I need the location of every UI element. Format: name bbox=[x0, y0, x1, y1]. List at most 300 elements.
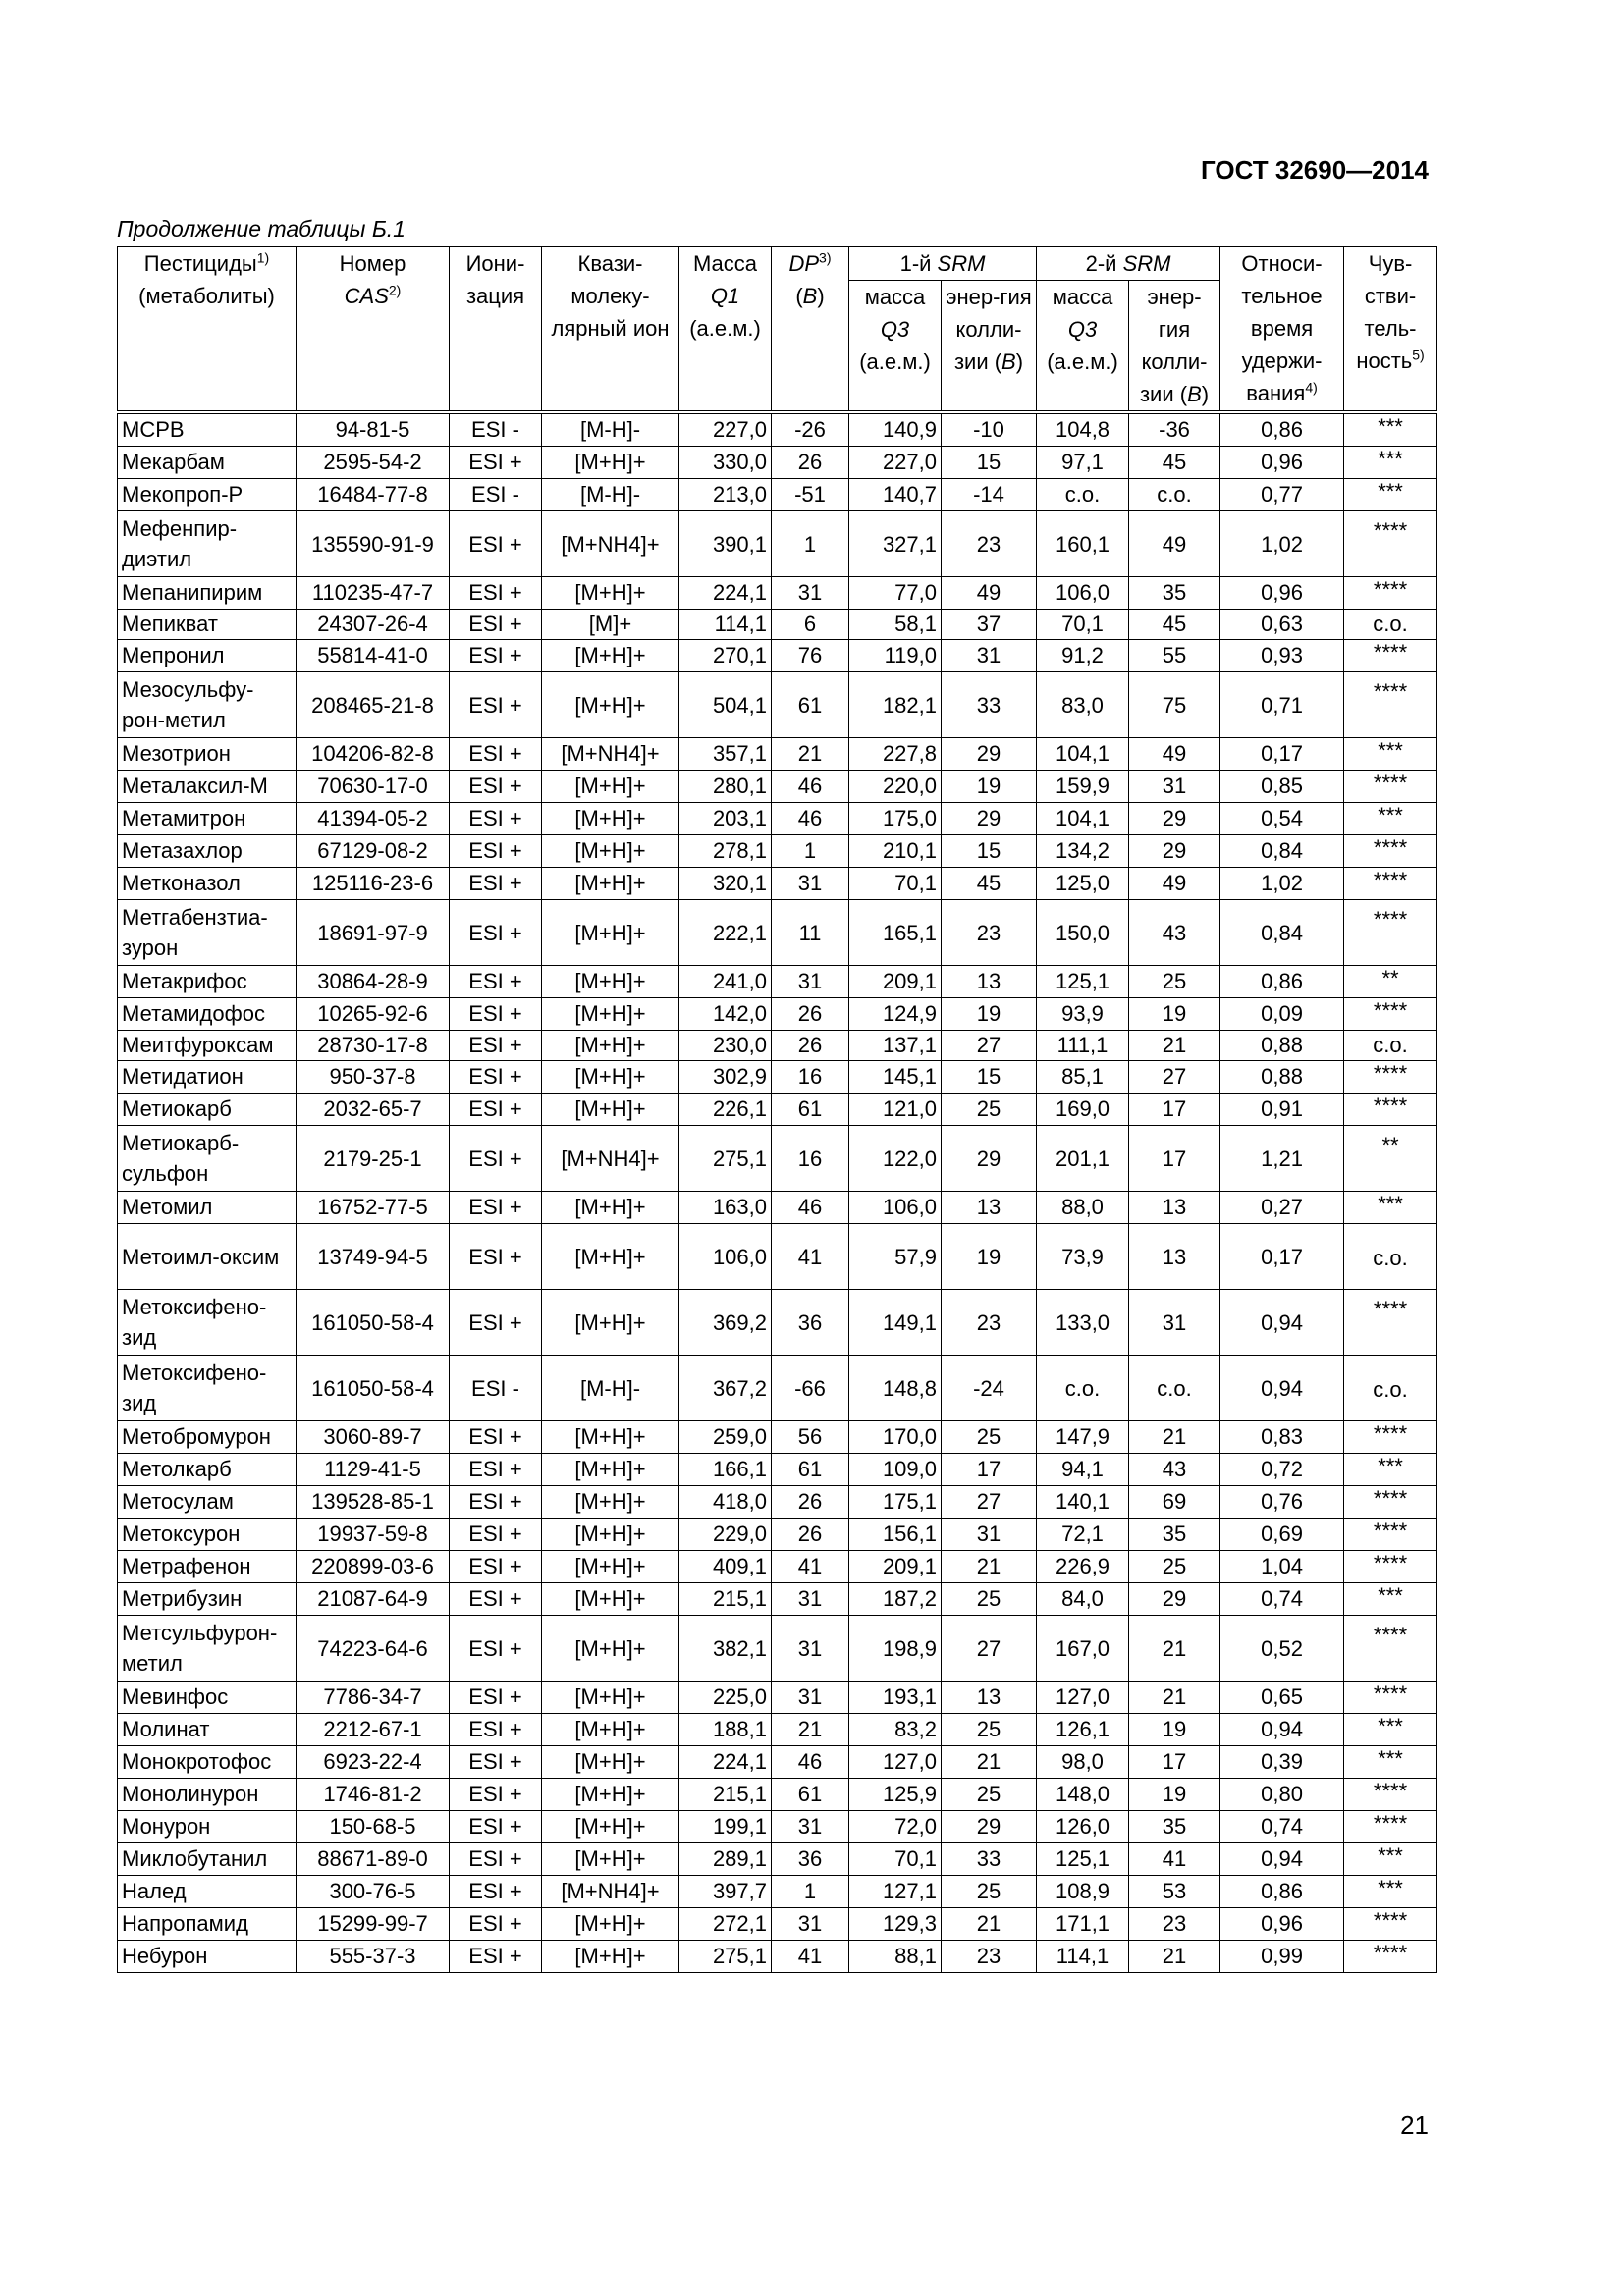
cell-srm2-mass: 134,2 bbox=[1037, 835, 1129, 868]
cell-cas: 30864-28-9 bbox=[297, 966, 450, 998]
cell-cas: 10265-92-6 bbox=[297, 998, 450, 1031]
cell-dp: 31 bbox=[772, 1616, 849, 1682]
cell-ion: [M+H]+ bbox=[542, 447, 679, 479]
cell-cas: 70630-17-0 bbox=[297, 771, 450, 803]
cell-q1: 367,2 bbox=[679, 1356, 772, 1421]
cell-dp: 16 bbox=[772, 1126, 849, 1192]
cell-srm1-energy: 33 bbox=[942, 1843, 1037, 1876]
cell-ion: [M+H]+ bbox=[542, 835, 679, 868]
cell-dp: 26 bbox=[772, 447, 849, 479]
cell-srm2-energy: 27 bbox=[1129, 1061, 1220, 1094]
cell-srm1-mass: 140,9 bbox=[849, 412, 942, 447]
cell-retention-time: 0,86 bbox=[1220, 1876, 1344, 1908]
cell-pesticide: Метконазол bbox=[118, 868, 297, 900]
table-row bbox=[118, 640, 1437, 672]
cell-ion: [M+H]+ bbox=[542, 1779, 679, 1811]
cell-srm1-mass: 122,0 bbox=[849, 1126, 942, 1192]
cell-pesticide: Налед bbox=[118, 1876, 297, 1908]
cell-ion: [M+H]+ bbox=[542, 868, 679, 900]
cell-sensitivity: **** bbox=[1344, 511, 1437, 577]
cell-ionization: ESI + bbox=[450, 1908, 542, 1941]
cell-srm2-energy: 21 bbox=[1129, 1941, 1220, 1973]
cell-retention-time: 0,80 bbox=[1220, 1779, 1344, 1811]
cell-sensitivity: *** bbox=[1344, 1843, 1437, 1876]
cell-dp: 31 bbox=[772, 1682, 849, 1714]
cell-retention-time: 0,96 bbox=[1220, 1908, 1344, 1941]
cell-ionization: ESI + bbox=[450, 803, 542, 835]
cell-pesticide: Метомил bbox=[118, 1192, 297, 1224]
cell-pesticide: Мекарбам bbox=[118, 447, 297, 479]
cell-srm2-mass: 94,1 bbox=[1037, 1454, 1129, 1486]
cell-srm2-mass: 97,1 bbox=[1037, 447, 1129, 479]
cell-retention-time: 0,91 bbox=[1220, 1094, 1344, 1126]
cell-ionization: ESI + bbox=[450, 1290, 542, 1356]
cell-ion: [M+NH4]+ bbox=[542, 1126, 679, 1192]
cell-q1: 320,1 bbox=[679, 868, 772, 900]
cell-dp: 31 bbox=[772, 1811, 849, 1843]
cell-sensitivity: **** bbox=[1344, 835, 1437, 868]
cell-srm2-energy: 17 bbox=[1129, 1126, 1220, 1192]
cell-retention-time: 0,96 bbox=[1220, 577, 1344, 610]
cell-q1: 215,1 bbox=[679, 1583, 772, 1616]
cell-retention-time: 0,88 bbox=[1220, 1061, 1344, 1094]
table-row bbox=[118, 900, 1437, 966]
cell-cas: 125116-23-6 bbox=[297, 868, 450, 900]
cell-ionization: ESI + bbox=[450, 1583, 542, 1616]
table-row bbox=[118, 1551, 1437, 1583]
cell-ion: [M+H]+ bbox=[542, 1714, 679, 1746]
cell-srm1-energy: -14 bbox=[942, 479, 1037, 511]
table-row bbox=[118, 1876, 1437, 1908]
cell-sensitivity: **** bbox=[1344, 1616, 1437, 1682]
cell-srm2-mass: 111,1 bbox=[1037, 1031, 1129, 1061]
cell-pesticide: Метобромурон bbox=[118, 1421, 297, 1454]
cell-cas: 135590-91-9 bbox=[297, 511, 450, 577]
cell-retention-time: 0,86 bbox=[1220, 966, 1344, 998]
cell-retention-time: 0,84 bbox=[1220, 835, 1344, 868]
cell-dp: 1 bbox=[772, 511, 849, 577]
cell-q1: 224,1 bbox=[679, 1746, 772, 1779]
cell-ionization: ESI - bbox=[450, 479, 542, 511]
cell-srm1-energy: 19 bbox=[942, 771, 1037, 803]
col-dp: DP$^{3)}$ (В) bbox=[772, 247, 849, 413]
cell-retention-time: 0,71 bbox=[1220, 672, 1344, 738]
cell-srm1-mass: 72,0 bbox=[849, 1811, 942, 1843]
page-number: 21 bbox=[1400, 2110, 1429, 2140]
cell-ionization: ESI + bbox=[450, 1454, 542, 1486]
cell-q1: 270,1 bbox=[679, 640, 772, 672]
cell-ion: [M+H]+ bbox=[542, 1290, 679, 1356]
col-srm2: 2-й SRM bbox=[1037, 247, 1220, 281]
cell-retention-time: 0,65 bbox=[1220, 1682, 1344, 1714]
cell-srm2-energy: 17 bbox=[1129, 1746, 1220, 1779]
cell-srm1-mass: 182,1 bbox=[849, 672, 942, 738]
cell-q1: 272,1 bbox=[679, 1908, 772, 1941]
cell-ionization: ESI + bbox=[450, 1876, 542, 1908]
cell-srm1-energy: 17 bbox=[942, 1454, 1037, 1486]
table-row bbox=[118, 1714, 1437, 1746]
cell-cas: 208465-21-8 bbox=[297, 672, 450, 738]
cell-srm1-mass: 165,1 bbox=[849, 900, 942, 966]
cell-sensitivity: **** bbox=[1344, 1486, 1437, 1519]
table-row bbox=[118, 447, 1437, 479]
cell-srm2-mass: 93,9 bbox=[1037, 998, 1129, 1031]
table-row bbox=[118, 1192, 1437, 1224]
cell-dp: 36 bbox=[772, 1843, 849, 1876]
cell-cas: 55814-41-0 bbox=[297, 640, 450, 672]
cell-cas: 41394-05-2 bbox=[297, 803, 450, 835]
cell-srm1-energy: 21 bbox=[942, 1908, 1037, 1941]
table-row bbox=[118, 1811, 1437, 1843]
cell-q1: 390,1 bbox=[679, 511, 772, 577]
cell-retention-time: 0,88 bbox=[1220, 1031, 1344, 1061]
cell-q1: 166,1 bbox=[679, 1454, 772, 1486]
cell-pesticide: Метиокарб bbox=[118, 1094, 297, 1126]
col-pesticide: Пестициды$^{1)}$ (метаболиты) bbox=[118, 247, 297, 413]
col-ionization: Иони-зация bbox=[450, 247, 542, 413]
cell-dp: 61 bbox=[772, 1779, 849, 1811]
cell-sensitivity: *** bbox=[1344, 1746, 1437, 1779]
cell-dp: 61 bbox=[772, 672, 849, 738]
cell-pesticide: Мезосульфу-рон-метил bbox=[118, 672, 297, 738]
cell-cas: 88671-89-0 bbox=[297, 1843, 450, 1876]
cell-srm1-mass: 137,1 bbox=[849, 1031, 942, 1061]
cell-retention-time: 1,21 bbox=[1220, 1126, 1344, 1192]
col-q1: Масса Q1 (а.е.м.) bbox=[679, 247, 772, 413]
cell-q1: 142,0 bbox=[679, 998, 772, 1031]
cell-dp: -66 bbox=[772, 1356, 849, 1421]
cell-ion: [M+H]+ bbox=[542, 966, 679, 998]
cell-sensitivity: **** bbox=[1344, 1094, 1437, 1126]
cell-q1: 357,1 bbox=[679, 738, 772, 771]
cell-ion: [M+H]+ bbox=[542, 1192, 679, 1224]
cell-srm2-energy: 35 bbox=[1129, 1519, 1220, 1551]
cell-dp: 61 bbox=[772, 1094, 849, 1126]
col-srm1-mass: масса Q3 (а.е.м.) bbox=[849, 281, 942, 413]
col-cas: Номер CAS$^{2)}$ bbox=[297, 247, 450, 413]
cell-retention-time: 0,72 bbox=[1220, 1454, 1344, 1486]
cell-dp: 31 bbox=[772, 868, 849, 900]
table-row bbox=[118, 771, 1437, 803]
cell-srm1-mass: 127,0 bbox=[849, 1746, 942, 1779]
cell-srm2-energy: 53 bbox=[1129, 1876, 1220, 1908]
cell-retention-time: 0,96 bbox=[1220, 447, 1344, 479]
cell-srm2-mass: 147,9 bbox=[1037, 1421, 1129, 1454]
cell-srm1-mass: 83,2 bbox=[849, 1714, 942, 1746]
cell-cas: 7786-34-7 bbox=[297, 1682, 450, 1714]
cell-srm2-mass: 167,0 bbox=[1037, 1616, 1129, 1682]
cell-retention-time: 1,02 bbox=[1220, 511, 1344, 577]
cell-srm1-energy: 15 bbox=[942, 1061, 1037, 1094]
cell-dp: 31 bbox=[772, 577, 849, 610]
col-retention-time: Относи-тельное время удержи-вания$^{4)}$ bbox=[1220, 247, 1344, 413]
cell-sensitivity: *** bbox=[1344, 1714, 1437, 1746]
table-row bbox=[118, 1290, 1437, 1356]
cell-retention-time: 0,39 bbox=[1220, 1746, 1344, 1779]
cell-cas: 110235-47-7 bbox=[297, 577, 450, 610]
cell-q1: 330,0 bbox=[679, 447, 772, 479]
cell-cas: 74223-64-6 bbox=[297, 1616, 450, 1682]
cell-retention-time: 0,74 bbox=[1220, 1583, 1344, 1616]
cell-ionization: ESI - bbox=[450, 412, 542, 447]
cell-ion: [M+H]+ bbox=[542, 1094, 679, 1126]
cell-q1: 226,1 bbox=[679, 1094, 772, 1126]
col-srm1-energy: энер-гия колли-зии (В) bbox=[942, 281, 1037, 413]
cell-pesticide: Метидатион bbox=[118, 1061, 297, 1094]
cell-dp: 76 bbox=[772, 640, 849, 672]
table-row bbox=[118, 511, 1437, 577]
cell-retention-time: 0,94 bbox=[1220, 1714, 1344, 1746]
cell-srm1-mass: 127,1 bbox=[849, 1876, 942, 1908]
cell-retention-time: 0,17 bbox=[1220, 738, 1344, 771]
cell-ionization: ESI + bbox=[450, 1779, 542, 1811]
table-row bbox=[118, 1779, 1437, 1811]
cell-retention-time: 0,76 bbox=[1220, 1486, 1344, 1519]
table-row bbox=[118, 1908, 1437, 1941]
cell-pesticide: Метоксифено-зид bbox=[118, 1356, 297, 1421]
cell-srm1-energy: 15 bbox=[942, 835, 1037, 868]
cell-srm1-energy: 25 bbox=[942, 1714, 1037, 1746]
cell-retention-time: 0,85 bbox=[1220, 771, 1344, 803]
cell-srm1-mass: 129,3 bbox=[849, 1908, 942, 1941]
cell-sensitivity: *** bbox=[1344, 803, 1437, 835]
cell-srm2-mass: 114,1 bbox=[1037, 1941, 1129, 1973]
cell-dp: 26 bbox=[772, 1519, 849, 1551]
cell-dp: 46 bbox=[772, 803, 849, 835]
cell-ionization: ESI + bbox=[450, 1061, 542, 1094]
table-row bbox=[118, 1031, 1437, 1061]
cell-srm1-energy: 27 bbox=[942, 1616, 1037, 1682]
cell-pesticide: Монокротофос bbox=[118, 1746, 297, 1779]
cell-pesticide: Метазахлор bbox=[118, 835, 297, 868]
table-row bbox=[118, 479, 1437, 511]
cell-cas: 21087-64-9 bbox=[297, 1583, 450, 1616]
cell-cas: 161050-58-4 bbox=[297, 1356, 450, 1421]
cell-srm2-mass: 160,1 bbox=[1037, 511, 1129, 577]
cell-srm1-energy: 25 bbox=[942, 1421, 1037, 1454]
cell-srm1-energy: 29 bbox=[942, 1126, 1037, 1192]
cell-srm2-mass: 133,0 bbox=[1037, 1290, 1129, 1356]
cell-retention-time: 0,83 bbox=[1220, 1421, 1344, 1454]
cell-srm2-mass: 91,2 bbox=[1037, 640, 1129, 672]
cell-cas: 139528-85-1 bbox=[297, 1486, 450, 1519]
cell-srm1-energy: 25 bbox=[942, 1094, 1037, 1126]
cell-srm2-mass: 125,0 bbox=[1037, 868, 1129, 900]
cell-srm2-energy: 29 bbox=[1129, 835, 1220, 868]
cell-pesticide: Миклобутанил bbox=[118, 1843, 297, 1876]
table-row bbox=[118, 1061, 1437, 1094]
cell-ionization: ESI + bbox=[450, 1551, 542, 1583]
cell-q1: 275,1 bbox=[679, 1941, 772, 1973]
cell-ionization: ESI + bbox=[450, 447, 542, 479]
cell-srm2-energy: 21 bbox=[1129, 1421, 1220, 1454]
cell-sensitivity: **** bbox=[1344, 1290, 1437, 1356]
cell-dp: 31 bbox=[772, 1908, 849, 1941]
cell-q1: 230,0 bbox=[679, 1031, 772, 1061]
pesticide-table bbox=[117, 246, 1437, 1973]
cell-q1: 215,1 bbox=[679, 1779, 772, 1811]
cell-srm1-mass: 327,1 bbox=[849, 511, 942, 577]
cell-sensitivity: **** bbox=[1344, 771, 1437, 803]
cell-pesticide: Метоксифено-зид bbox=[118, 1290, 297, 1356]
cell-srm2-energy: -36 bbox=[1129, 412, 1220, 447]
cell-srm2-energy: с.о. bbox=[1129, 1356, 1220, 1421]
cell-cas: 19937-59-8 bbox=[297, 1519, 450, 1551]
cell-srm1-energy: 27 bbox=[942, 1486, 1037, 1519]
cell-dp: 16 bbox=[772, 1061, 849, 1094]
cell-ionization: ESI + bbox=[450, 1843, 542, 1876]
cell-retention-time: 0,54 bbox=[1220, 803, 1344, 835]
cell-ion: [M+H]+ bbox=[542, 1224, 679, 1290]
cell-srm2-energy: 25 bbox=[1129, 1551, 1220, 1583]
cell-ionization: ESI + bbox=[450, 998, 542, 1031]
cell-pesticide: Напропамид bbox=[118, 1908, 297, 1941]
cell-srm2-mass: 106,0 bbox=[1037, 577, 1129, 610]
cell-dp: 46 bbox=[772, 771, 849, 803]
cell-srm1-energy: 31 bbox=[942, 1519, 1037, 1551]
cell-cas: 13749-94-5 bbox=[297, 1224, 450, 1290]
cell-sensitivity: с.о. bbox=[1344, 1031, 1437, 1061]
cell-q1: 302,9 bbox=[679, 1061, 772, 1094]
cell-retention-time: 0,94 bbox=[1220, 1356, 1344, 1421]
cell-srm2-mass: 104,1 bbox=[1037, 803, 1129, 835]
table-row bbox=[118, 1843, 1437, 1876]
cell-ion: [M+H]+ bbox=[542, 1583, 679, 1616]
cell-q1: 106,0 bbox=[679, 1224, 772, 1290]
cell-ionization: ESI + bbox=[450, 835, 542, 868]
cell-pesticide: Метсульфурон-метил bbox=[118, 1616, 297, 1682]
cell-retention-time: 0,52 bbox=[1220, 1616, 1344, 1682]
col-ion: Квази-молеку-лярный ион bbox=[542, 247, 679, 413]
table-row bbox=[118, 1454, 1437, 1486]
cell-cas: 104206-82-8 bbox=[297, 738, 450, 771]
cell-srm2-mass: 171,1 bbox=[1037, 1908, 1129, 1941]
cell-ion: [M+H]+ bbox=[542, 1908, 679, 1941]
cell-srm2-mass: 84,0 bbox=[1037, 1583, 1129, 1616]
cell-dp: 41 bbox=[772, 1941, 849, 1973]
cell-sensitivity: *** bbox=[1344, 479, 1437, 511]
cell-ion: [M]+ bbox=[542, 610, 679, 640]
cell-q1: 280,1 bbox=[679, 771, 772, 803]
cell-pesticide: Монолинурон bbox=[118, 1779, 297, 1811]
cell-sensitivity: **** bbox=[1344, 577, 1437, 610]
cell-srm1-energy: 29 bbox=[942, 803, 1037, 835]
cell-srm2-energy: 43 bbox=[1129, 1454, 1220, 1486]
cell-pesticide: Метгабензтиа-зурон bbox=[118, 900, 297, 966]
cell-pesticide: Мекопроп-Р bbox=[118, 479, 297, 511]
cell-sensitivity: с.о. bbox=[1344, 1224, 1437, 1290]
cell-ion: [M+H]+ bbox=[542, 672, 679, 738]
cell-ionization: ESI + bbox=[450, 1224, 542, 1290]
cell-srm1-mass: 70,1 bbox=[849, 1843, 942, 1876]
cell-sensitivity: *** bbox=[1344, 447, 1437, 479]
cell-ion: [M+H]+ bbox=[542, 1682, 679, 1714]
cell-pesticide: Мепронил bbox=[118, 640, 297, 672]
cell-ion: [M+H]+ bbox=[542, 577, 679, 610]
cell-dp: 26 bbox=[772, 1031, 849, 1061]
cell-retention-time: 0,69 bbox=[1220, 1519, 1344, 1551]
cell-srm2-energy: 45 bbox=[1129, 610, 1220, 640]
cell-cas: 2595-54-2 bbox=[297, 447, 450, 479]
cell-dp: 21 bbox=[772, 1714, 849, 1746]
cell-ionization: ESI + bbox=[450, 738, 542, 771]
cell-sensitivity: **** bbox=[1344, 1551, 1437, 1583]
cell-cas: 67129-08-2 bbox=[297, 835, 450, 868]
cell-srm2-energy: с.о. bbox=[1129, 479, 1220, 511]
cell-srm2-energy: 23 bbox=[1129, 1908, 1220, 1941]
cell-pesticide: Метамитрон bbox=[118, 803, 297, 835]
cell-srm2-energy: 21 bbox=[1129, 1031, 1220, 1061]
cell-sensitivity: **** bbox=[1344, 1779, 1437, 1811]
cell-srm2-energy: 21 bbox=[1129, 1682, 1220, 1714]
cell-q1: 409,1 bbox=[679, 1551, 772, 1583]
cell-srm1-mass: 193,1 bbox=[849, 1682, 942, 1714]
cell-srm1-energy: 13 bbox=[942, 1682, 1037, 1714]
cell-srm2-energy: 49 bbox=[1129, 738, 1220, 771]
cell-q1: 418,0 bbox=[679, 1486, 772, 1519]
cell-srm2-mass: с.о. bbox=[1037, 479, 1129, 511]
cell-srm1-mass: 175,0 bbox=[849, 803, 942, 835]
cell-q1: 227,0 bbox=[679, 412, 772, 447]
cell-cas: 28730-17-8 bbox=[297, 1031, 450, 1061]
cell-cas: 300-76-5 bbox=[297, 1876, 450, 1908]
cell-dp: 46 bbox=[772, 1192, 849, 1224]
cell-srm1-mass: 220,0 bbox=[849, 771, 942, 803]
cell-srm2-mass: 150,0 bbox=[1037, 900, 1129, 966]
cell-srm1-mass: 119,0 bbox=[849, 640, 942, 672]
cell-srm1-mass: 227,8 bbox=[849, 738, 942, 771]
cell-q1: 203,1 bbox=[679, 803, 772, 835]
cell-q1: 222,1 bbox=[679, 900, 772, 966]
table-row bbox=[118, 803, 1437, 835]
cell-srm2-energy: 13 bbox=[1129, 1224, 1220, 1290]
cell-srm2-mass: 226,9 bbox=[1037, 1551, 1129, 1583]
cell-srm2-energy: 35 bbox=[1129, 577, 1220, 610]
table-header bbox=[118, 247, 1437, 413]
cell-srm1-energy: 29 bbox=[942, 1811, 1037, 1843]
cell-srm2-mass: 126,1 bbox=[1037, 1714, 1129, 1746]
cell-sensitivity: **** bbox=[1344, 1941, 1437, 1973]
cell-ion: [M+H]+ bbox=[542, 1061, 679, 1094]
col-srm2-mass: масса Q3 (а.е.м.) bbox=[1037, 281, 1129, 413]
cell-pesticide: Меитфуроксам bbox=[118, 1031, 297, 1061]
cell-ion: [M+H]+ bbox=[542, 803, 679, 835]
cell-srm1-energy: 13 bbox=[942, 966, 1037, 998]
cell-ion: [M-H]- bbox=[542, 412, 679, 447]
table-row bbox=[118, 1421, 1437, 1454]
table-row bbox=[118, 1941, 1437, 1973]
cell-retention-time: 0,94 bbox=[1220, 1290, 1344, 1356]
cell-retention-time: 0,09 bbox=[1220, 998, 1344, 1031]
cell-ion: [M+NH4]+ bbox=[542, 511, 679, 577]
cell-srm2-mass: 169,0 bbox=[1037, 1094, 1129, 1126]
cell-srm1-energy: 31 bbox=[942, 640, 1037, 672]
cell-sensitivity: **** bbox=[1344, 640, 1437, 672]
cell-cas: 555-37-3 bbox=[297, 1941, 450, 1973]
cell-srm2-energy: 19 bbox=[1129, 998, 1220, 1031]
cell-cas: 18691-97-9 bbox=[297, 900, 450, 966]
cell-pesticide: MCPB bbox=[118, 412, 297, 447]
cell-ionization: ESI + bbox=[450, 640, 542, 672]
cell-srm1-energy: 25 bbox=[942, 1779, 1037, 1811]
cell-srm1-energy: 23 bbox=[942, 900, 1037, 966]
table-row bbox=[118, 1583, 1437, 1616]
cell-srm1-mass: 106,0 bbox=[849, 1192, 942, 1224]
cell-dp: 46 bbox=[772, 1746, 849, 1779]
cell-dp: 61 bbox=[772, 1454, 849, 1486]
cell-pesticide: Метосулам bbox=[118, 1486, 297, 1519]
cell-srm2-mass: 126,0 bbox=[1037, 1811, 1129, 1843]
